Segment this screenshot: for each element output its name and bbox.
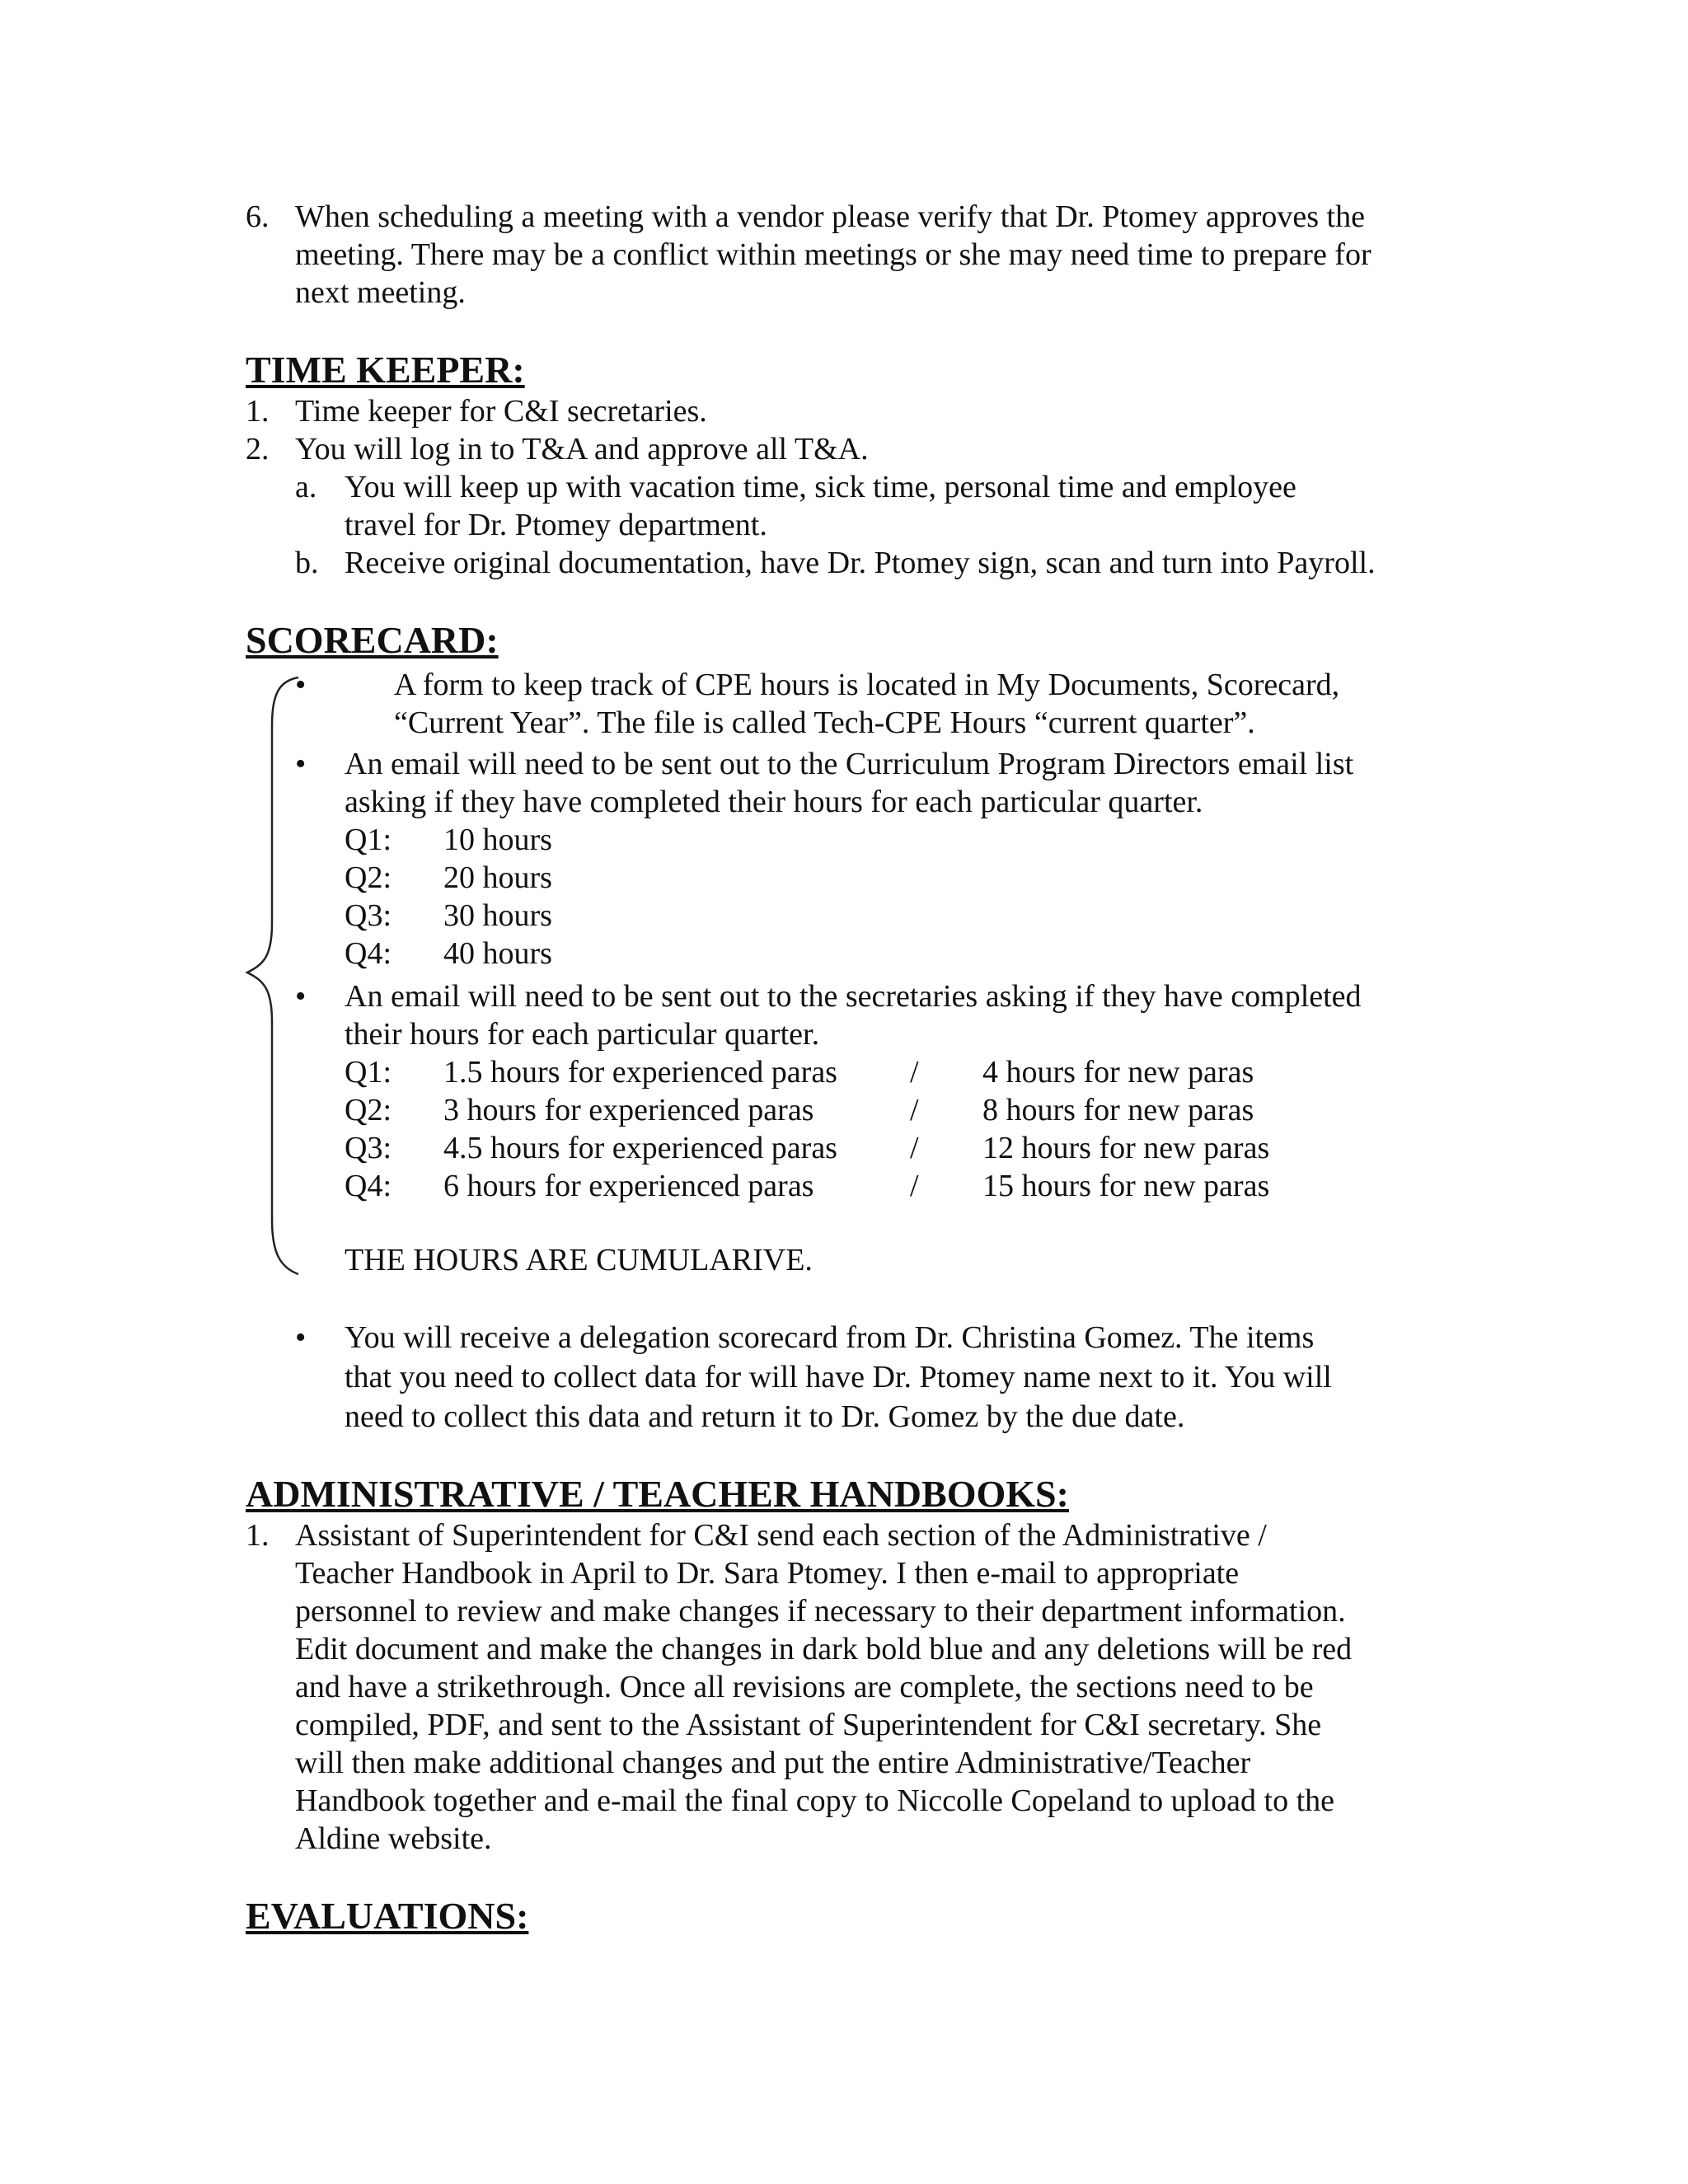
quarter-label: Q4: [345, 936, 392, 971]
quarter-label: Q4: [345, 1169, 392, 1203]
new-hours: 4 hours for new paras [982, 1055, 1254, 1090]
new-hours: 8 hours for new paras [982, 1093, 1254, 1127]
sub-list-letter: a. [295, 470, 317, 504]
bullet-text: that you need to collect data for will have Dr. Ptomey name next to it. You will [345, 1360, 1332, 1394]
paragraph-line: next meeting. [295, 275, 466, 310]
sub-list-text: You will keep up with vacation time, sick time, personal time and employee [345, 470, 1296, 504]
experienced-hours: 3 hours for experienced paras [443, 1093, 814, 1127]
list-number: 1. [246, 394, 270, 429]
paragraph-line: Assistant of Superintendent for C&I send each section of the Administrative / [295, 1518, 1267, 1553]
paragraph-line: and have a strikethrough. Once all revisions are complete, the sections need to be [295, 1670, 1314, 1704]
paragraph-line: Aldine website. [295, 1821, 492, 1856]
bullet: • [295, 979, 307, 1014]
sub-list-text: travel for Dr. Ptomey department. [345, 508, 767, 542]
bullet-text: their hours for each particular quarter. [345, 1017, 820, 1052]
separator: / [910, 1131, 919, 1165]
paragraph-line: will then make additional changes and put the entire Administrative/Teacher [295, 1746, 1251, 1780]
cumulative-note: THE HOURS ARE CUMULARIVE. [345, 1243, 813, 1277]
section-heading-handbooks: ADMINISTRATIVE / TEACHER HANDBOOKS: [246, 1473, 1069, 1515]
quarter-hours: 10 hours [443, 823, 552, 857]
section-heading-scorecard: SCORECARD: [246, 619, 499, 661]
quarter-label: Q2: [345, 1093, 392, 1127]
bullet-text: You will receive a delegation scorecard from Dr. Christina Gomez. The items [345, 1320, 1315, 1355]
quarter-hours: 30 hours [443, 898, 552, 933]
separator: / [910, 1055, 919, 1090]
new-hours: 15 hours for new paras [982, 1169, 1270, 1203]
bullet-text: asking if they have completed their hours for each particular quarter. [345, 785, 1203, 819]
bullet: • [295, 668, 307, 702]
paragraph-line: meeting. There may be a conflict within meetings or she may need time to prepare for [295, 237, 1372, 272]
quarter-label: Q1: [345, 823, 392, 857]
section-heading-evaluations: EVALUATIONS: [246, 1895, 529, 1937]
sub-list-letter: b. [295, 546, 319, 580]
paragraph-line: Edit document and make the changes in dark bold blue and any deletions will be red [295, 1632, 1353, 1666]
bullet: • [295, 1320, 307, 1355]
bullet-text: An email will need to be sent out to the secretaries asking if they have completed [345, 979, 1362, 1014]
quarter-label: Q2: [345, 860, 392, 895]
quarter-label: Q3: [345, 898, 392, 933]
sub-list-text: Receive original documentation, have Dr. Ptomey sign, scan and turn into Payroll. [345, 546, 1376, 580]
list-item-text: You will log in to T&A and approve all T&A. [295, 432, 869, 466]
paragraph-line: Teacher Handbook in April to Dr. Sara Ptomey. I then e-mail to appropriate [295, 1556, 1240, 1591]
bullet-text: An email will need to be sent out to the Curriculum Program Directors email list [345, 747, 1354, 781]
separator: / [910, 1093, 919, 1127]
quarter-hours: 40 hours [443, 936, 552, 971]
list-number: 6. [246, 199, 270, 234]
bullet-text: need to collect this data and return it to Dr. Gomez by the due date. [345, 1399, 1185, 1434]
paragraph-line: When scheduling a meeting with a vendor please verify that Dr. Ptomey approves the [295, 199, 1365, 234]
quarter-label: Q1: [345, 1055, 392, 1090]
bullet-text: “Current Year”. The file is called Tech-CPE Hours “current quarter”. [394, 705, 1255, 740]
section-heading-time-keeper: TIME KEEPER: [246, 349, 525, 391]
bullet: • [295, 747, 307, 781]
paragraph-line: compiled, PDF, and sent to the Assistant of Superintendent for C&I secretary. She [295, 1708, 1322, 1742]
experienced-hours: 6 hours for experienced paras [443, 1169, 814, 1203]
list-number: 1. [246, 1518, 270, 1553]
separator: / [910, 1169, 919, 1203]
paragraph-line: Handbook together and e-mail the final copy to Niccolle Copeland to upload to the [295, 1783, 1335, 1818]
bullet-text: A form to keep track of CPE hours is located in My Documents, Scorecard, [394, 668, 1340, 702]
paragraph-line: personnel to review and make changes if necessary to their department information. [295, 1594, 1346, 1629]
list-item-text: Time keeper for C&I secretaries. [295, 394, 707, 429]
quarter-hours: 20 hours [443, 860, 552, 895]
experienced-hours: 1.5 hours for experienced paras [443, 1055, 837, 1090]
new-hours: 12 hours for new paras [982, 1131, 1270, 1165]
experienced-hours: 4.5 hours for experienced paras [443, 1131, 837, 1165]
quarter-label: Q3: [345, 1131, 392, 1165]
list-number: 2. [246, 432, 270, 466]
